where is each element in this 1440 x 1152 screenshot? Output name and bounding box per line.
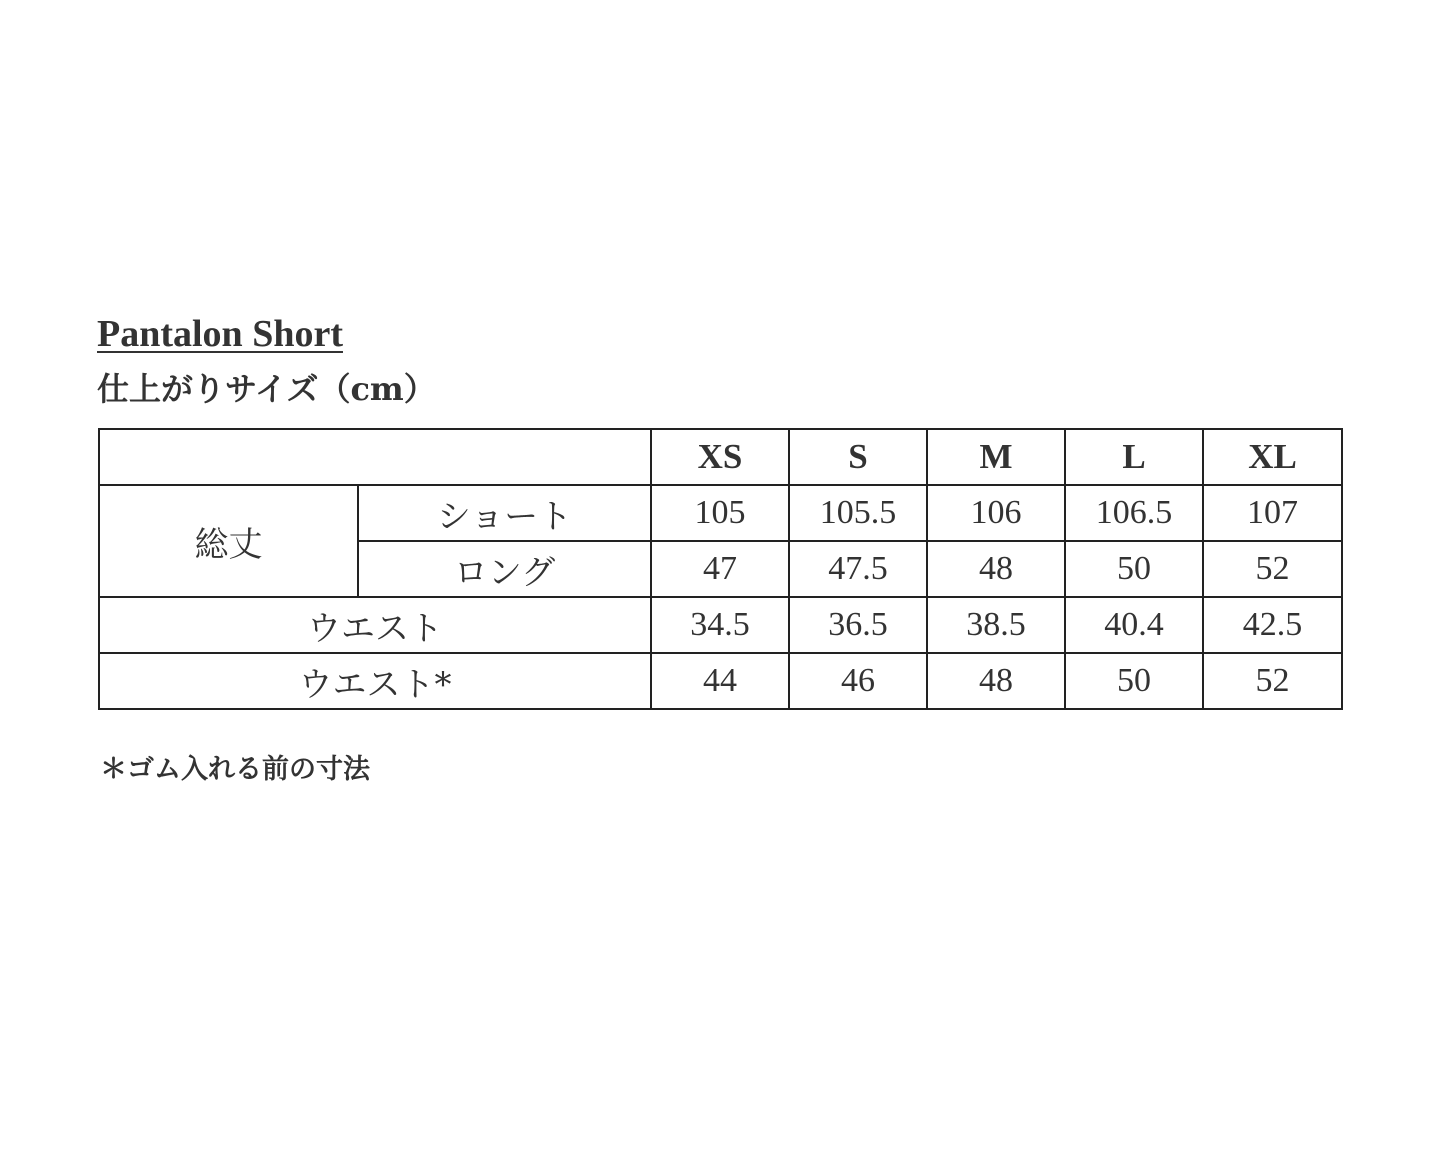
page-subtitle: 仕上がりサイズ（cm） (97, 370, 436, 408)
footnote: ＊ゴム入れる前の寸法 (100, 754, 370, 785)
table-cell: 106.5 (1065, 485, 1203, 541)
page-title: Pantalon Short (97, 313, 343, 355)
size-table (98, 428, 1343, 710)
row-label: ロング (358, 541, 651, 597)
row-label: ショート (358, 485, 651, 541)
table-cell: 38.5 (927, 597, 1065, 653)
row-label: ウエスト* (99, 653, 651, 709)
table-cell: 52 (1203, 653, 1342, 709)
table-cell: 50 (1065, 653, 1203, 709)
table-cell: 46 (789, 653, 927, 709)
table-row (99, 485, 1342, 541)
size-header-l: L (1065, 429, 1203, 485)
table-cell: 107 (1203, 485, 1342, 541)
table-cell: 52 (1203, 541, 1342, 597)
table-cell: 42.5 (1203, 597, 1342, 653)
table-row (99, 597, 1342, 653)
table-row (99, 653, 1342, 709)
size-header-xl: XL (1203, 429, 1342, 485)
table-cell: 106 (927, 485, 1065, 541)
table-cell: 50 (1065, 541, 1203, 597)
table-cell: 48 (927, 653, 1065, 709)
table-cell: 48 (927, 541, 1065, 597)
table-header-row (99, 429, 1342, 485)
table-cell: 36.5 (789, 597, 927, 653)
table-cell: 105.5 (789, 485, 927, 541)
size-header-s: S (789, 429, 927, 485)
table-cell: 47 (651, 541, 789, 597)
header-blank-cell (99, 429, 651, 485)
row-group-label: 総丈 (99, 485, 358, 597)
table-cell: 44 (651, 653, 789, 709)
size-header-xs: XS (651, 429, 789, 485)
table-cell: 34.5 (651, 597, 789, 653)
table-cell: 105 (651, 485, 789, 541)
row-label: ウエスト (99, 597, 651, 653)
table-cell: 47.5 (789, 541, 927, 597)
table-cell: 40.4 (1065, 597, 1203, 653)
size-header-m: M (927, 429, 1065, 485)
